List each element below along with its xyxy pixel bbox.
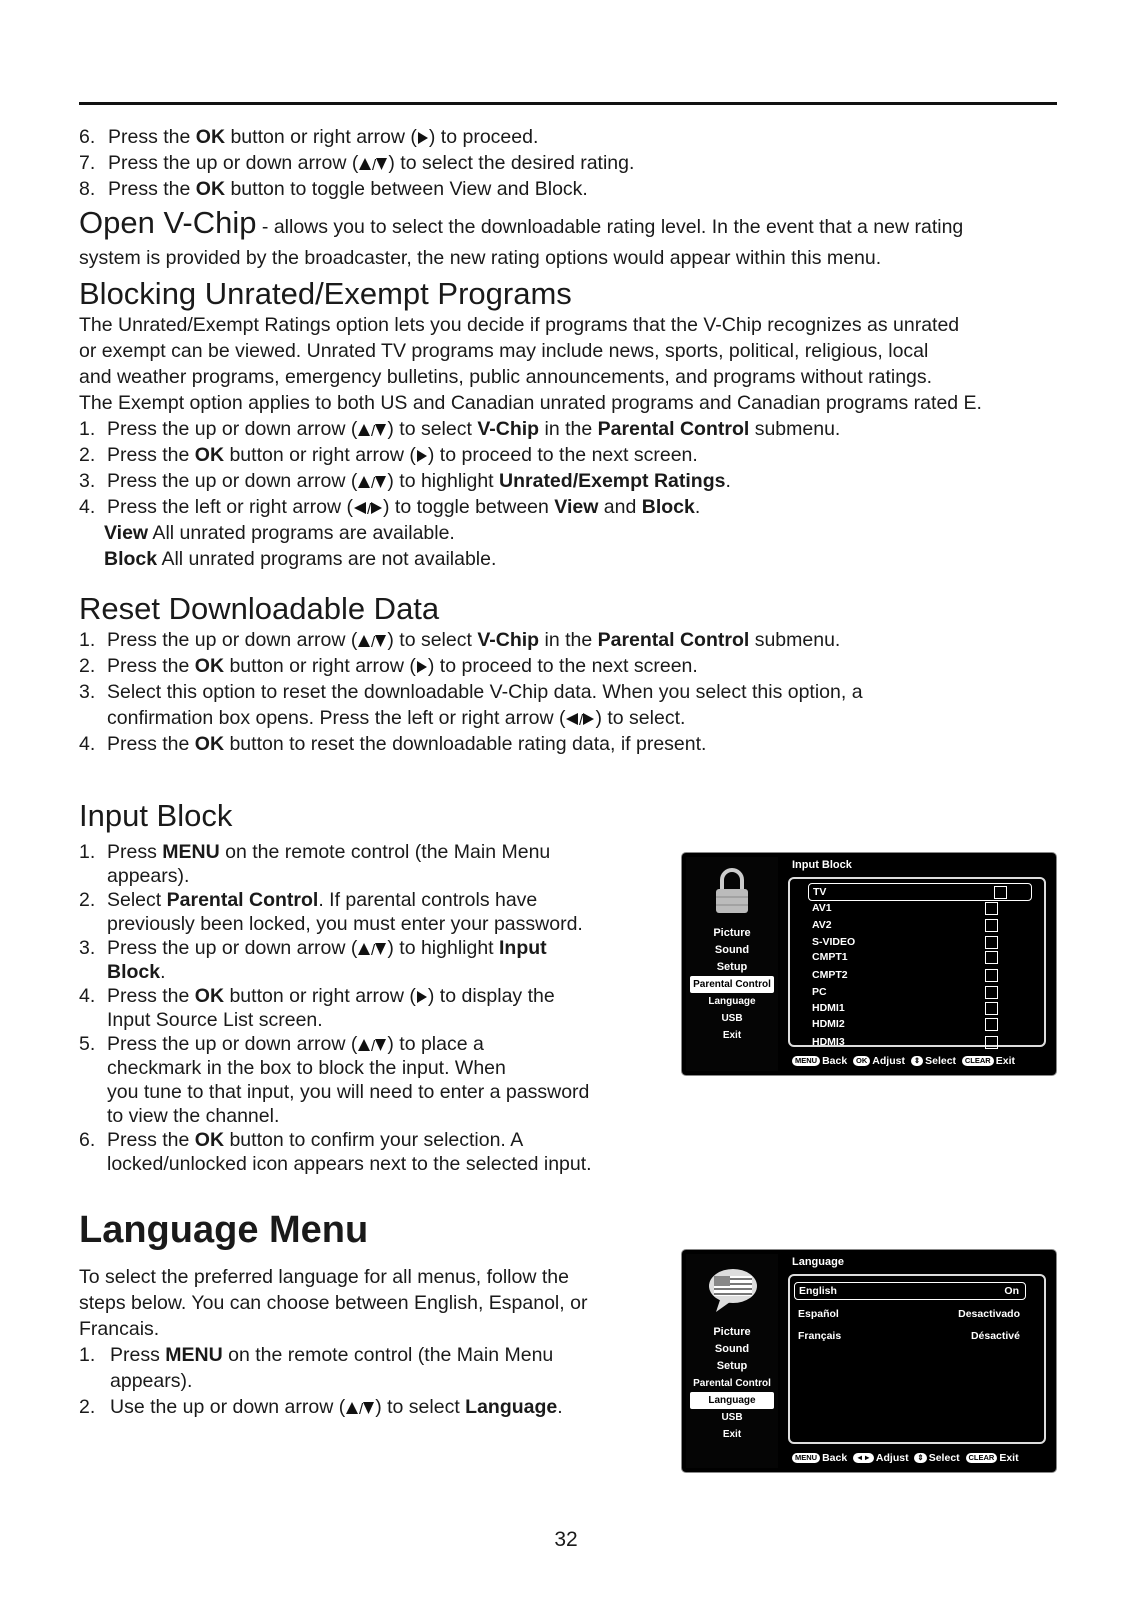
main-menu-sidebar: [686, 1254, 778, 1468]
svg-text:/: /: [579, 711, 584, 726]
left-right-key-icon: ◄►: [853, 1453, 874, 1463]
language-title: Language Menu: [79, 1209, 369, 1251]
input-step-5: 5. Press the up or down arrow ( / ) to place a checkmark in the box to block the input. When you tune to that input, you will need to enter a password to view the channel.: [79, 1033, 590, 1127]
svg-text:/: /: [372, 156, 377, 171]
blocking-para-2: or exempt can be viewed. Unrated TV programs may include news, sports, political, religious, local: [79, 340, 929, 362]
header-rule: [79, 102, 1057, 105]
svg-text:/: /: [371, 422, 376, 437]
up-down-arrow-icon: [357, 475, 387, 489]
page-number: 32: [554, 1528, 578, 1551]
language-step-2: 2. Use the up or down arrow ( / ) to select Language.: [79, 1396, 563, 1418]
menu-item-setup[interactable]: Setup: [716, 961, 748, 973]
language-para-2: steps below. You can choose between English, Espanol, or: [79, 1292, 588, 1314]
clear-key: CLEAR: [962, 1056, 994, 1066]
menu-item-usb[interactable]: USB: [721, 1013, 743, 1024]
left-right-arrow-icon: [353, 501, 383, 515]
input-step-6: 6. Press the OK button to confirm your selection. A locked/unlocked icon appears next to the selected input.: [79, 1129, 592, 1175]
input-step-4: 4. Press the OK button or right arrow ( ) to display the Input Source List screen.: [79, 985, 555, 1031]
checkbox[interactable]: [985, 936, 998, 949]
menu-item-sound[interactable]: Sound: [714, 1343, 750, 1355]
menu-item-picture[interactable]: Picture: [713, 1326, 751, 1338]
screen-footer: MENU Back ◄► Adjust ⇕ Select CLEAR Exit: [792, 1452, 1042, 1464]
blocking-step-1: 1. Press the up or down arrow ( / ) to select V-Chip in the Parental Control submenu.: [79, 418, 841, 440]
up-down-key-icon: ⇕: [914, 1453, 926, 1463]
panel-title: Input Block: [792, 859, 852, 871]
blocking-para-3: and weather programs, emergency bulletins, public announcements, and programs without ratings.: [79, 366, 933, 388]
checkbox[interactable]: [985, 919, 998, 932]
screen-footer: MENU Back OK Adjust ⇕ Select CLEAR Exit: [792, 1055, 1042, 1067]
input-row-svideo[interactable]: S-VIDEO: [812, 934, 1036, 950]
up-down-arrow-icon: [357, 423, 387, 437]
open-vchip-text1: - allows you to select the downloadable rating level. In the event that a new rating: [256, 216, 964, 238]
input-row-hdmi1[interactable]: HDMI1: [812, 1000, 1036, 1016]
right-arrow-icon: [416, 660, 428, 674]
reset-step-2: 2. Press the OK button or right arrow ( ) to proceed to the next screen.: [79, 655, 698, 677]
input-row-tv[interactable]: TV: [808, 883, 1032, 901]
checkbox[interactable]: [985, 1018, 998, 1031]
open-vchip-text2: system is provided by the broadcaster, the new rating options would appear within this menu.: [79, 247, 882, 269]
svg-text:/: /: [371, 1037, 376, 1052]
language-row-espanol[interactable]: Español Desactivado: [798, 1308, 1020, 1320]
main-menu-sidebar: [686, 857, 778, 1071]
language-row-francais[interactable]: Français Désactivé: [798, 1330, 1020, 1342]
up-down-arrow-icon: [358, 157, 388, 171]
blocking-title: Blocking Unrated/Exempt Programs: [79, 276, 572, 311]
up-down-arrow-icon: [345, 1401, 375, 1415]
language-para-3: Francais.: [79, 1318, 160, 1340]
menu-key: MENU: [792, 1056, 820, 1066]
reset-title: Reset Downloadable Data: [79, 591, 440, 626]
input-row-cmpt1[interactable]: CMPT1: [812, 949, 1036, 965]
menu-item-parental-control[interactable]: Parental Control: [693, 1378, 771, 1389]
checkbox[interactable]: [985, 951, 998, 964]
open-vchip-title: Open V-Chip: [79, 205, 257, 240]
input-block-section: [79, 798, 649, 1176]
menu-item-language[interactable]: Language: [708, 996, 756, 1007]
checkbox[interactable]: [985, 1036, 998, 1049]
blocking-para-1: The Unrated/Exempt Ratings option lets you decide if programs that the V-Chip recognizes as unrated: [79, 314, 960, 336]
menu-item-sound[interactable]: Sound: [714, 944, 750, 956]
menu-item-language[interactable]: Language: [690, 1392, 774, 1409]
menu-item-exit[interactable]: Exit: [722, 1429, 742, 1440]
svg-text:/: /: [359, 1400, 364, 1415]
language-row-english[interactable]: English On: [794, 1282, 1026, 1300]
up-down-arrow-icon: [357, 634, 387, 648]
input-block-title: Input Block: [79, 798, 233, 833]
right-arrow-icon: [416, 449, 428, 463]
input-row-pc[interactable]: PC: [812, 984, 1036, 1000]
view-definition: View All unrated programs are available.: [104, 522, 455, 544]
input-row-av1[interactable]: AV1: [812, 900, 1036, 916]
block-definition: Block All unrated programs are not available.: [104, 548, 497, 570]
up-down-arrow-icon: [357, 942, 387, 956]
reset-section: [79, 591, 1069, 757]
reset-step-4: 4. Press the OK button to reset the downloadable rating data, if present.: [79, 733, 707, 755]
language-list: [788, 1274, 1046, 1444]
language-section: [79, 1208, 649, 1420]
right-arrow-icon: [416, 990, 428, 1004]
input-block-screen: [682, 853, 1056, 1075]
input-step-1: 1. Press MENU on the remote control (the Main Menu appears).: [79, 841, 551, 887]
blocking-para-4: The Exempt option applies to both US and Canadian unrated programs and Canadian programs rated E.: [79, 392, 982, 414]
input-block-panel: [782, 857, 1052, 1071]
lock-icon: [712, 867, 752, 915]
step-7: 7. Press the up or down arrow ( / ) to select the desired rating.: [79, 152, 635, 174]
input-row-hdmi2[interactable]: HDMI2: [812, 1016, 1036, 1032]
svg-text:/: /: [371, 474, 376, 489]
reset-step-3: 3. Select this option to reset the downloadable V-Chip data. When you select this option, a confirmation box opens. Press the left or right arrow ( / ) to select.: [79, 681, 863, 729]
menu-item-usb[interactable]: USB: [721, 1412, 743, 1423]
up-down-arrow-icon: [357, 1038, 387, 1052]
svg-text:/: /: [367, 500, 372, 515]
menu-item-parental-control[interactable]: Parental Control: [690, 976, 774, 993]
open-vchip-section: [79, 205, 1059, 271]
blocking-section: [79, 276, 1069, 572]
checkbox[interactable]: [985, 1002, 998, 1015]
input-row-av2[interactable]: AV2: [812, 917, 1036, 933]
panel-title: Language: [792, 1256, 844, 1268]
svg-text:/: /: [371, 941, 376, 956]
clear-key: CLEAR: [966, 1453, 998, 1463]
language-panel: [782, 1254, 1052, 1468]
ok-key: OK: [853, 1056, 870, 1066]
menu-item-setup[interactable]: Setup: [716, 1360, 748, 1372]
menu-item-picture[interactable]: Picture: [713, 927, 751, 939]
input-row-cmpt2[interactable]: CMPT2: [812, 967, 1036, 983]
step-6: 6. Press the OK button or right arrow ( ) to proceed.: [79, 126, 539, 148]
up-down-key-icon: ⇕: [911, 1056, 923, 1066]
left-right-arrow-icon: [565, 712, 595, 726]
blocking-step-2: 2. Press the OK button or right arrow ( ) to proceed to the next screen.: [79, 444, 698, 466]
input-list: [788, 877, 1046, 1047]
right-arrow-icon: [417, 131, 429, 145]
step-8: 8. Press the OK button to toggle between View and Block.: [79, 178, 588, 200]
input-row-hdmi3[interactable]: HDMI3: [812, 1034, 1036, 1050]
top-steps: [79, 124, 1059, 202]
svg-text:/: /: [371, 633, 376, 648]
menu-key: MENU: [792, 1453, 820, 1463]
checkbox[interactable]: [985, 902, 998, 915]
language-para-1: To select the preferred language for all menus, follow the: [79, 1266, 569, 1288]
checkbox[interactable]: [994, 886, 1007, 899]
input-step-3: 3. Press the up or down arrow ( / ) to highlight Input Block.: [79, 937, 547, 983]
checkbox[interactable]: [985, 986, 998, 999]
menu-item-exit[interactable]: Exit: [722, 1030, 742, 1041]
language-step-1: 1. Press MENU on the remote control (the Main Menu appears).: [79, 1344, 554, 1392]
blocking-step-3: 3. Press the up or down arrow ( / ) to highlight Unrated/Exempt Ratings.: [79, 470, 731, 492]
language-screen: [682, 1250, 1056, 1472]
reset-step-1: 1. Press the up or down arrow ( / ) to select V-Chip in the Parental Control submenu.: [79, 629, 841, 651]
language-flag-bubble-icon: [708, 1268, 758, 1314]
checkbox[interactable]: [985, 969, 998, 982]
input-step-2: 2. Select Parental Control. If parental controls have previously been locked, you must enter your password.: [79, 889, 583, 935]
blocking-step-4: 4. Press the left or right arrow ( / ) to toggle between View and Block.: [79, 496, 701, 518]
